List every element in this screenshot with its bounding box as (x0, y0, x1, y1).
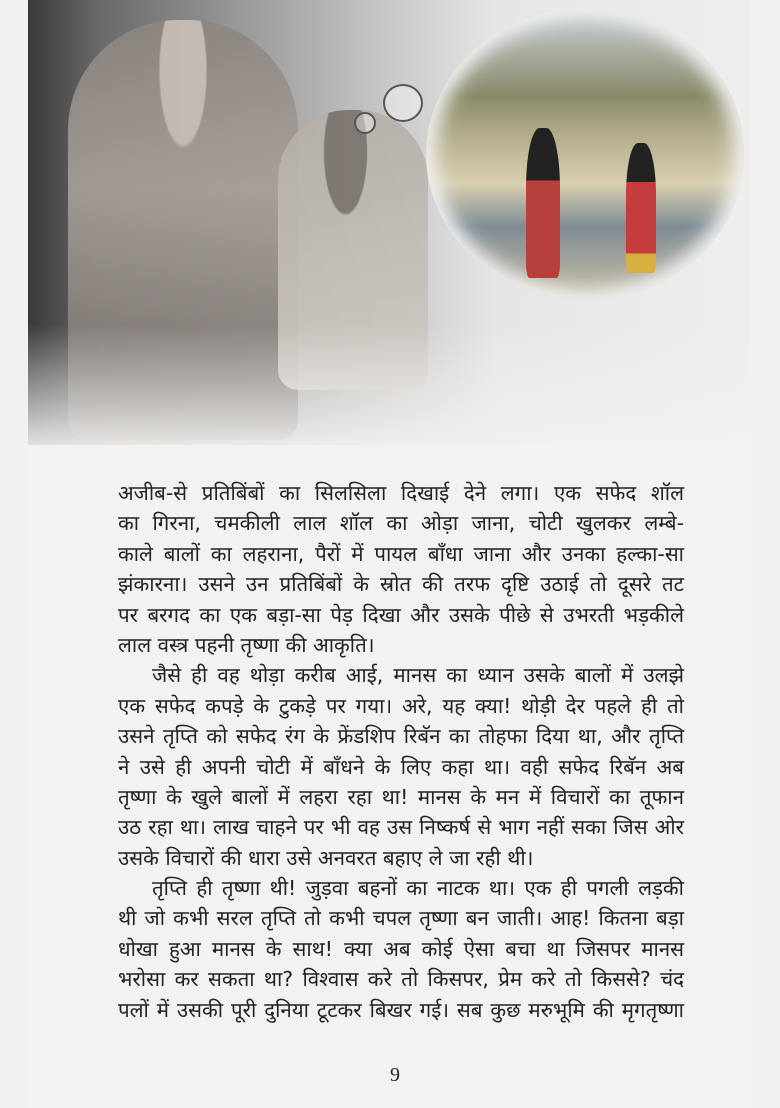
mickey-figure (526, 128, 560, 278)
text-line: तृष्णा के खुले बालों में लहरा रहा था! मानस के मन में विचारों का तूफान (118, 784, 684, 809)
dream-bubble-beach-scene (426, 8, 744, 300)
body-text (118, 478, 684, 1025)
text-line: झंकारना। उसने उन प्रतिबिंबों के स्रोत की तरफ दृष्टि उठाई तो दूसरे तट (118, 572, 684, 597)
text-line: लाल वस्त्र पहनी तृष्णा की आकृति। (118, 632, 375, 657)
text-line: का गिरना, चमकीली लाल शॉल का ओड़ा जाना, चोटी खुलकर लम्बे- (118, 511, 684, 536)
page-number: 9 (390, 1064, 400, 1086)
text-line: थी जो कभी सरल तृप्ति तो कभी चपल तृष्णा बन जाती। आह! कितना बड़ा (118, 906, 684, 931)
paragraph-3 (118, 873, 684, 1025)
thought-bubble-medium (383, 84, 423, 122)
text-line: उसके विचारों की धारा उसे अनवरत बहाए ले जा रही थी। (118, 845, 534, 870)
text-line: अजीब-से प्रतिबिंबों का सिलसिला दिखाई देने लगा। एक सफेद शॉल (118, 481, 684, 505)
paragraph-2 (118, 660, 684, 873)
text-line: जैसे ही वह थोड़ा करीब आई, मानस का ध्यान उसके बालों में उलझे (152, 663, 684, 688)
text-line: भरोसा कर सकता था? विश्वास करे तो किसपर, प्रेम करे तो किससे? चंद (118, 967, 684, 992)
photo-fade (28, 325, 750, 445)
minnie-figure (626, 143, 656, 273)
text-line: पलों में उसकी पूरी दुनिया टूटकर बिखर गई। सब कुछ मरुभूमि की मृगतृष्णा (118, 997, 684, 1022)
text-line: तृप्ति ही तृष्णा थी! जुड़वा बहनों का नाटक था। एक ही पगली लड़की (152, 876, 684, 901)
text-line: पर बरगद का एक बड़ा-सा पेड़ दिखा और उसके पीछे से उभरती भड़कीले (118, 602, 684, 627)
text-line: एक सफेद कपड़े के टुकड़े पर गया। अरे, यह क्या! थोड़ी देर पहले ही तो (118, 693, 684, 718)
text-line: उसने तृप्ति को सफेद रंग के फ्रेंडशिप रिबॅन का तोहफा दिया था, और तृप्ति (118, 724, 684, 749)
text-line: काले बालों का लहराना, पैरों में पायल बाँधा जाना और उनका हल्का-सा (118, 541, 684, 566)
paragraph-1 (118, 478, 684, 660)
text-line: उठ रहा था। लाख चाहने पर भी वह उस निष्कर्ष से भाग नहीं सका जिस ओर (118, 815, 684, 840)
thought-bubble-small (354, 112, 376, 134)
text-line: ने उसे ही अपनी चोटी में बाँधने के लिए कहा था। वही सफेद रिबॅन अब (118, 754, 684, 779)
illustration-photo (28, 0, 750, 445)
text-line: धोखा हुआ मानस के साथ! क्या अब कोई ऐसा बचा था जिसपर मानस (118, 936, 684, 961)
